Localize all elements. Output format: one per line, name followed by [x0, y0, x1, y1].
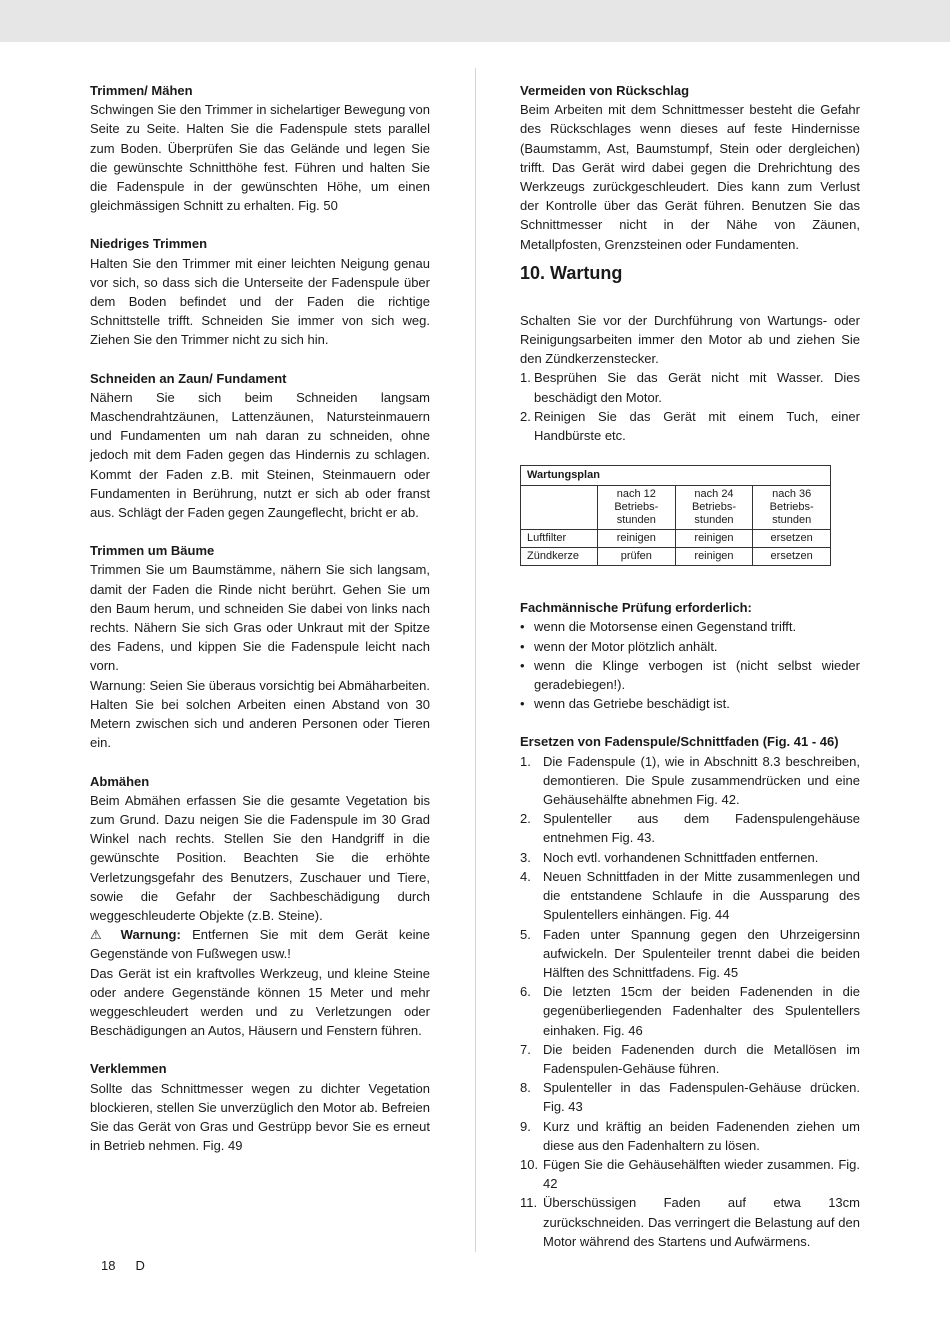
- table-cell: reinigen: [675, 548, 753, 566]
- list-number: 2.: [520, 811, 531, 827]
- list-text: Faden unter Spannung gegen den Uhrzeigersinn aufwickeln. Der Spulenteiler trennt dabei die beiden Hälften des Schnittfadens. Fig. 45: [543, 926, 860, 980]
- table-cell: reinigen: [675, 530, 753, 548]
- list-text: wenn das Getriebe beschädigt ist.: [534, 696, 730, 712]
- list-item: [520, 752, 860, 810]
- list-number: 6.: [520, 984, 531, 1000]
- list-text: Spulenteller aus dem Fadenspulengehäuse entnehmen Fig. 43.: [543, 811, 860, 846]
- list-number: 10.: [520, 1156, 539, 1172]
- list-text: Besprühen Sie das Gerät nicht mit Wasser. Dies beschädigt den Motor.: [534, 370, 860, 405]
- list-item: [520, 656, 860, 694]
- section-body: Beim Abmähen erfassen Sie die gesamte Vegetation bis zum Grund. Dazu neigen Sie die Fadenspule im 30 Grad Winkel nach rechts. Stellen Sie den Handgriff in die gewünschte Position. Beachten Sie die erhöhte Verletzungsgefahr des Benutzers, Zuschauer und Tiere, sowie die Gefahr der Sachbeschädigung durch weggeschleuderte Objekte (z.B. Steine).: [90, 792, 430, 923]
- list-item: [520, 982, 860, 1040]
- list-number: 5.: [520, 926, 531, 942]
- list-item: [520, 848, 860, 867]
- list-item: [520, 867, 860, 925]
- list-item: [520, 694, 860, 713]
- ersetzen-steps: [520, 752, 860, 1251]
- table-row-label: Zündkerze: [521, 548, 598, 566]
- list-item: [520, 1040, 860, 1078]
- list-number: 1.: [520, 370, 531, 386]
- table-cell: ersetzen: [753, 548, 831, 566]
- page-number: 18: [101, 1258, 116, 1273]
- list-item: [520, 617, 860, 636]
- list-number: 7.: [520, 1041, 531, 1057]
- section-schneiden-zaun: [90, 369, 430, 523]
- section-heading: Trimmen um Bäume: [90, 543, 215, 559]
- section-verklemmen: [90, 1059, 430, 1155]
- list-text: Fügen Sie die Gehäusehälften wieder zusammen. Fig. 42: [543, 1156, 860, 1192]
- list-item: [520, 637, 860, 656]
- list-text: Spulenteller in das Fadenspulen-Gehäuse drücken. Fig. 43: [543, 1080, 860, 1115]
- list-text: Die beiden Fadenenden durch die Metallösen im Fadenspulen-Gehäuse führen.: [543, 1041, 860, 1076]
- list-item: [520, 1078, 860, 1116]
- section-body: Nähern Sie sich beim Schneiden langsam Maschendrahtzäunen, Lattenzäunen, Natursteinmauern und Fundamenten um nah daran zu schneiden, ohne jedoch mit dem Faden gegen das Hindernis zu schlagen. Kommt der Faden z.B. mit Steinen, Steinmauern oder Fundamenten in Berührung, nutzt er sich ab oder franst aus. Schlägt der Faden gegen Zaungeflecht, bricht er ab.: [90, 389, 430, 521]
- list-item: [520, 368, 860, 406]
- list-number: 3.: [520, 849, 531, 865]
- column-divider: [475, 68, 476, 1252]
- list-item: [520, 407, 860, 445]
- list-item: [520, 925, 860, 983]
- maintenance-table: [520, 465, 831, 566]
- list-text: Die letzten 15cm der beiden Fadenenden in die gegenüberliegenden Fadenhalter des Spulentellers einhaken. Fig. 46: [543, 984, 860, 1038]
- wartung-steps: [520, 368, 860, 445]
- section-body-continued: Das Gerät ist ein kraftvolles Werkzeug, und kleine Steine oder andere Gegenstände können 15 Meter und mehr weggeschleudert werden und zu Verletzungen oder Beschädigungen an Autos, Häusern und Fenstern führen.: [90, 965, 430, 1039]
- section-heading: Trimmen/ Mähen: [90, 83, 193, 98]
- section-warning-text: Warnung: Seien Sie überaus vorsichtig bei Abmäharbeiten. Halten Sie bei solchen Arbeiten einen Abstand von 30 Metern zwischen sich und anderen Personen oder Tieren ein.: [90, 677, 430, 751]
- section-body: Beim Arbeiten mit dem Schnittmesser besteht die Gefahr des Rückschlages wenn dieses auf feste Hindernisse (Baumstamm, Ast, Baumstumpf, Stein oder dergleichen) trifft. Das Gerät wird dabei gegen die Drehrichtung des Werkzeugs zurückgeschleudert. Dies kann zum Verlust der Kontrolle über das Gerät führen. Benutzen Sie das Schnittmesser nicht in der Nähe von Zäunen, Metallpfosten, Grenzsteinen oder Fundamenten.: [520, 102, 860, 252]
- list-number: 1.: [520, 753, 531, 769]
- list-text: Überschüssigen Faden auf etwa 13cm zurückschneiden. Das verringert die Belastung auf den Motor während des Startens und Aufwärmens.: [543, 1195, 860, 1249]
- language-code: D: [135, 1258, 145, 1273]
- table-column-header: nach 24 Betriebs-stunden: [675, 486, 753, 530]
- table-empty-cell: [521, 486, 598, 530]
- section-heading: Niedriges Trimmen: [90, 236, 208, 252]
- table-cell: ersetzen: [753, 530, 831, 548]
- table-cell: prüfen: [598, 548, 676, 566]
- list-number: 11.: [520, 1195, 538, 1211]
- section-heading: Ersetzen von Fadenspule/Schnittfaden (Fig. 41 - 46): [520, 734, 839, 750]
- section-niedriges-trimmen: [90, 234, 430, 349]
- table-column-header: nach 12 Betriebs-stunden: [598, 486, 676, 530]
- list-item: [520, 809, 860, 847]
- bullet: •: [520, 638, 525, 654]
- table-title-row: [521, 466, 831, 486]
- list-number: 2.: [520, 408, 531, 424]
- section-ersetzen: [520, 732, 860, 1250]
- section-pruefung: [520, 598, 860, 713]
- list-number: 9.: [520, 1118, 531, 1134]
- warning-label: Warnung:: [120, 927, 181, 943]
- section-heading: Fachmännische Prüfung erforderlich:: [520, 600, 752, 616]
- table-header-row: [521, 486, 831, 530]
- section-body: Schwingen Sie den Trimmer in sichelartiger Bewegung von Seite zu Seite. Halten Sie die Fadenspule stets parallel zum Boden. Überprüfen Sie das Gelände und legen Sie die gewünschte Schnitthöhe fest. Führen und halten Sie die Fadenspule in der gewünschten Höhe, um einen gleichmässigen Schnitt zu erhalten. Fig. 50: [90, 102, 430, 214]
- section-heading: Abmähen: [90, 773, 150, 789]
- bullet-list: [520, 617, 860, 713]
- left-column: [90, 81, 430, 1174]
- list-item: [520, 1117, 860, 1155]
- list-text: Die Fadenspule (1), wie in Abschnitt 8.3 beschreiben, demontieren. Die Spule zusammendrücken und eine Gehäusehälfte abnehmen Fig. 42.: [543, 753, 860, 808]
- table-column-header: nach 36 Betriebs-stunden: [753, 486, 831, 530]
- list-item: [520, 1155, 860, 1193]
- table-row-label: Luftfilter: [521, 530, 598, 548]
- warning-triangle-icon: ⚠: [90, 927, 110, 943]
- list-text: Neuen Schnittfaden in der Mitte zusammenlegen und die entstandene Schlaufe in die Aussparung des Spulentellers einhängen. Fig. 44: [543, 868, 860, 923]
- section-body: Trimmen Sie um Baumstämme, nähern Sie sich langsam, damit der Faden die Rinde nicht berührt. Gehen Sie um den Baum herum, und schneiden Sie dabei von links nach rechts. Nähern Sie sich Gras oder Unkraut mit der Spitze des Fadens, und kippen Sie die Fadenspule leicht nach vorn.: [90, 562, 430, 674]
- bullet: •: [520, 657, 525, 673]
- list-text: wenn die Klinge verbogen ist (nicht selbst wieder geradebiegen!).: [534, 657, 860, 693]
- page-footer: [101, 1258, 165, 1273]
- chapter-heading-wartung: 10. Wartung: [520, 262, 623, 283]
- section-trimmen-maehen: [90, 81, 430, 215]
- section-rueckschlag: [520, 81, 860, 254]
- section-body: Sollte das Schnittmesser wegen zu dichter Vegetation blockieren, stellen Sie unverzüglich den Motor ab. Befreien Sie das Gerät von Gras und Gestrüpp bevor Sie es erneut in Betrieb nehmen. Fig. 49: [90, 1080, 430, 1154]
- section-heading: Verklemmen: [90, 1061, 167, 1077]
- table-cell: reinigen: [598, 530, 676, 548]
- bullet: •: [520, 619, 525, 635]
- warning-text: Entfernen Sie mit dem Gerät keine Gegenstände von Fußwegen usw.!: [90, 927, 430, 962]
- section-heading: Vermeiden von Rückschlag: [520, 83, 690, 98]
- wartung-intro: Schalten Sie vor der Durchführung von Wartungs- oder Reinigungsarbeiten immer den Motor ab und ziehen Sie den Zündkerzenstecker.: [520, 312, 860, 367]
- section-abmaehen: [90, 772, 430, 1041]
- section-trimmen-baeume: [90, 541, 430, 752]
- warning-paragraph: [90, 925, 430, 963]
- list-item: [520, 1193, 860, 1251]
- list-text: Kurz und kräftig an beiden Fadenenden ziehen um diese aus den Fadenhaltern zu lösen.: [543, 1118, 860, 1153]
- bullet: •: [520, 696, 525, 712]
- list-number: 4.: [520, 868, 531, 884]
- list-text: wenn die Motorsense einen Gegenstand trifft.: [534, 619, 797, 635]
- list-text: wenn der Motor plötzlich anhält.: [534, 638, 718, 654]
- top-header-bar: [0, 0, 950, 42]
- table-title: Wartungsplan: [521, 466, 831, 486]
- table-row: [521, 548, 831, 566]
- list-text: Noch evtl. vorhandenen Schnittfaden entfernen.: [543, 849, 819, 865]
- table-row: [521, 530, 831, 548]
- list-text: Reinigen Sie das Gerät mit einem Tuch, einer Handbürste etc.: [534, 408, 860, 444]
- list-number: 8.: [520, 1080, 531, 1096]
- section-body: Halten Sie den Trimmer mit einer leichten Neigung genau vor sich, so dass sich die Unterseite der Fadenspule über dem Boden befindet und der Faden die richtige Schnittstelle trifft. Schneiden Sie immer von sich weg. Ziehen Sie den Trimmer nicht zu sich hin.: [90, 255, 430, 348]
- section-heading: Schneiden an Zaun/ Fundament: [90, 370, 287, 386]
- right-column: [520, 81, 860, 1270]
